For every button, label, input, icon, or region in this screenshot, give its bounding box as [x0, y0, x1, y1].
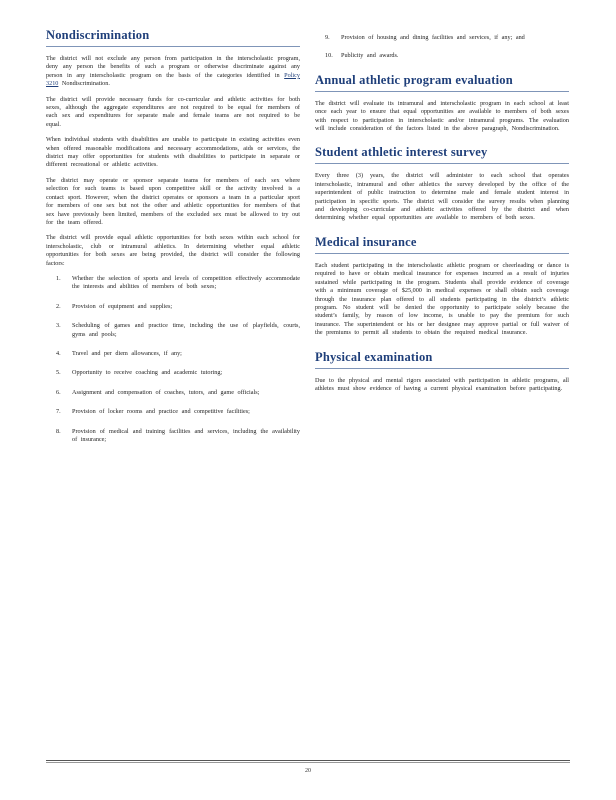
- factors-list: [46, 275, 300, 444]
- list-item: 3. Scheduling of games and practice time, including the use of playfields, courts, gyms and pools;: [56, 322, 300, 338]
- paragraph-funds: The district will provide necessary funds for co-curricular and athletic activities for both sexes, although the aggregate expenditures are not required to be equal for members of each sex and expenditures for separate male and female teams are not required to be equal.: [46, 95, 300, 128]
- paragraph-program-evaluation: The district will evaluate its intramural and interscholastic program in each school at least once each year to ensure that equal opportunities are available to members of both sexes with respect to participation in interscholastic and/or intramural programs. The evaluation will include consideration of the factors listed in the above paragraph, Nondiscrimination.: [315, 99, 569, 133]
- section-heading-nondiscrimination: Nondiscrimination: [46, 28, 300, 47]
- footer-divider: [46, 760, 570, 761]
- section-heading-medical-insurance: Medical insurance: [315, 235, 569, 254]
- footer-divider: [46, 762, 570, 763]
- section-heading-program-evaluation: Annual athletic program evaluation: [315, 73, 569, 92]
- factors-list-continued: [315, 34, 569, 61]
- paragraph-equal-opportunities: The district will provide equal athletic opportunities for both sexes within each school for interscholastic, club or intramural athletics. In determining whether equal athletic opportunities for both sexes are being provided, the district will consider the following factors:: [46, 234, 300, 267]
- right-column: [315, 34, 569, 400]
- list-item: 6. Assignment and compensation of coaches, tutors, and game officials;: [56, 388, 260, 396]
- list-item: 2. Provision of equipment and supplies;: [56, 302, 173, 310]
- left-column: [46, 28, 300, 455]
- paragraph-nondiscrimination-intro: [46, 55, 300, 89]
- paragraph-separate-teams: The district may operate or sponsor separate teams for members of each sex where selection for such teams is based upon competitive skill or the activity involved is a contact sport. However, when the district operates or sponsors a team in a particular sport for members of one sex but not the other and athletic opportunities for members of that sex have previously been limited, members of the excluded sex must be allowed to try out for the team offered.: [46, 176, 300, 226]
- list-item: 1. Whether the selection of sports and levels of competition effectively accommodate the interests and abilities of members of both sexes;: [56, 274, 300, 291]
- list-item: 9. Provision of housing and dining facilities and services, if any; and: [325, 34, 525, 41]
- paragraph-text: The district will not exclude any person from participation in the interscholastic program, deny any person the benefits of such a program or otherwise discriminate against any person in any interscholastic program on the basis of the categories identified in: [46, 55, 300, 79]
- list-item: 8. Provision of medical and training facilities and services, including the availability of insurance;: [56, 427, 300, 443]
- paragraph-interest-survey: Every three (3) years, the district will administer to each school that operates interscholastic, intramural and other athletics the survey developed by the office of the superintendent of public instruction to determine male and female student interest in participation in specific sports. The district will consider the survey results when planning and developing co-curricular and athletic activities offered by the district and when determining whether equal opportunities are available to members of both sexes.: [315, 172, 569, 222]
- paragraph-medical-insurance: Each student participating in the interscholastic athletic program or cheerleading or dance is required to have or obtain medical insurance for expenses incurred as a result of injuries sustained while participating in the program. Students shall provide evidence of coverage with a minimum coverage of $25,000 in medical expenses or shall obtain such coverage through the insurance plan offered to all students participating in the district’s athletic program. No student will be denied the opportunity to participate solely because the student’s family, by reason of low income, is unable to pay the premium for such insurance. The superintendent or his or her designee may approve partial or full waiver of the premiums to permit all students to obtain the required medical insurance.: [315, 261, 569, 337]
- page-number: 20: [305, 768, 311, 774]
- list-item: 10. Publicity and awards.: [325, 52, 399, 60]
- paragraph-disabilities: When individual students with disabilities are unable to participate in existing activities even when offered reasonable modifications and necessary accommodations, aids or services, the district may offer opportunities for students with disabilities to participate in separate or different recreational or athletic activities.: [46, 136, 300, 169]
- policy-link[interactable]: Policy 3210: [46, 71, 300, 88]
- list-item: 5. Opportunity to receive coaching and academic tutoring;: [56, 369, 223, 377]
- paragraph-physical-examination: Due to the physical and mental rigors associated with participation in athletic programs, all athletes must show evidence of having a current physical examination before participating.: [315, 376, 569, 392]
- list-item: 4. Travel and per diem allowances, if any;: [56, 349, 182, 357]
- section-heading-interest-survey: Student athletic interest survey: [315, 145, 569, 164]
- section-heading-physical-examination: Physical examination: [315, 350, 569, 369]
- list-item: 7. Provision of locker rooms and practice and competitive facilities;: [56, 408, 250, 416]
- paragraph-text: Nondiscrimination.: [58, 80, 110, 88]
